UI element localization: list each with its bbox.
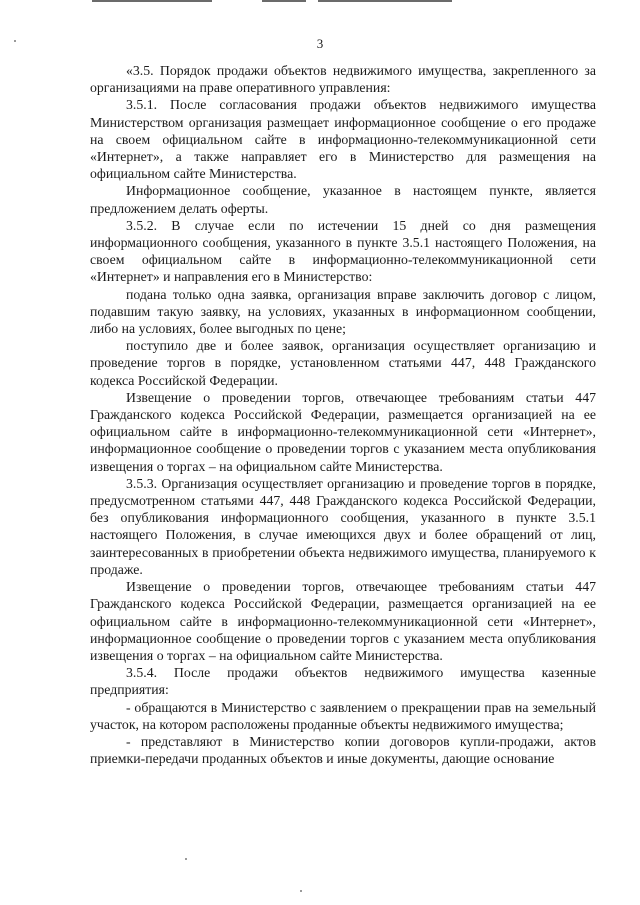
- paragraph-multiple-applications: поступило две и более заявок, организация осуществляет организацию и проведение торгов в порядке, установленном статьями 447, 448 Гражданского кодекса Российской Федерации.: [90, 338, 596, 388]
- top-edge-line-middle: [262, 0, 306, 2]
- paragraph-3-5-3: 3.5.3. Организация осуществляет организацию и проведение торгов в порядке, предусмотренном статьями 447, 448 Гражданского кодекса Российской Федерации, без опубликования информационного сообщения, указанного в пункте 3.5.1 настоящего Положения, в случае имеющихся двух и более обращений от лиц, заинтересованных в приобретении объекта недвижимого имущества, планируемого к продаже.: [90, 475, 596, 577]
- paragraph-auction-notice-1: Извещение о проведении торгов, отвечающее требованиям статьи 447 Гражданского кодекса Российской Федерации, размещается организацией на ее официальном сайте в информационно-телекоммуникационной сети «Интернет», информационное сообщение о проведении торгов с указанием места опубликования извещения о торгах – на официальном сайте Министерства.: [90, 389, 596, 474]
- paragraph-offer-note: Информационное сообщение, указанное в настоящем пункте, является предложением делать оферты.: [90, 183, 596, 216]
- paragraph-3-5-1: 3.5.1. После согласования продажи объектов недвижимого имущества Министерством организация размещает информационное сообщение о его продаже на своем официальном сайте в информационно-телекоммуникационной сети «Интернет», а также направляет его в Министерство для размещения на официальном сайте Министерства.: [90, 97, 596, 182]
- paragraph-single-application: подана только одна заявка, организация вправе заключить договор с лицом, подавшим такую заявку, на условиях, указанных в информационном сообщении, либо на условиях, более выгодных по цене;: [90, 286, 596, 337]
- scan-speck: [300, 890, 302, 892]
- top-edge-line-right: [318, 0, 452, 2]
- paragraph-3-5-heading: «3.5. Порядок продажи объектов недвижимого имущества, закрепленного за организациями на праве оперативного управления:: [90, 63, 596, 96]
- document-body: [90, 62, 596, 767]
- scan-speck: [185, 858, 187, 860]
- paragraph-documents: - представляют в Министерство копии договоров купли-продажи, актов приемки-передачи проданных объектов и иные документы, дающие основание: [90, 733, 596, 767]
- top-edge-line-left: [92, 0, 212, 2]
- scan-speck: [14, 40, 16, 42]
- page-number: 3: [316, 36, 324, 51]
- paragraph-land-rights: - обращаются в Министерство с заявлением о прекращении прав на земельный участок, на котором расположены проданные объекты недвижимого имущества;: [90, 699, 596, 732]
- paragraph-3-5-2: 3.5.2. В случае если по истечении 15 дней со дня размещения информационного сообщения, указанного в пункте 3.5.1 настоящего Положения, на своем официальном сайте в информационно-телекоммуникационной сети «Интернет» и направления его в Министерство:: [90, 217, 596, 285]
- paragraph-auction-notice-2: Извещение о проведении торгов, отвечающее требованиям статьи 447 Гражданского кодекса Российской Федерации, размещается организацией на ее официальном сайте в информационно-телекоммуникационной сети «Интернет», информационное сообщение о проведении торгов с указанием места опубликования извещения о торгах – на официальном сайте Министерства.: [90, 579, 596, 663]
- paragraph-3-5-4: 3.5.4. После продажи объектов недвижимого имущества казенные предприятия:: [90, 665, 596, 698]
